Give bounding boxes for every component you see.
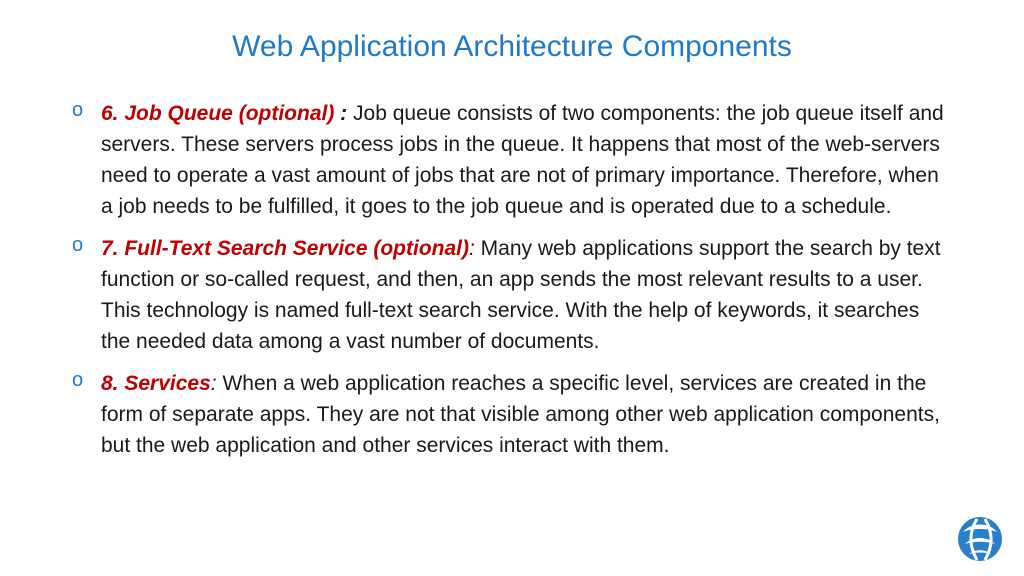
bullet-text	[101, 233, 952, 357]
bullet-separator: :	[210, 372, 223, 395]
globe-logo-icon	[955, 514, 1005, 564]
bullet-list	[72, 98, 952, 472]
bullet-separator: :	[468, 237, 481, 260]
bullet-text	[101, 98, 952, 222]
bullet-marker: o	[72, 99, 84, 121]
bullet-marker: o	[72, 369, 84, 391]
bullet-term: 6. Job Queue (optional)	[101, 102, 335, 125]
bullet-job-queue	[72, 98, 952, 222]
bullet-body: When a web application reaches a specific level, services are created in the form of separate apps. They are not that visible among other web application components, but the web application and other services interact with them.	[101, 372, 940, 457]
bullet-term: 7. Full-Text Search Service (optional)	[101, 237, 469, 260]
bullet-marker: o	[72, 234, 84, 256]
bullet-separator: :	[334, 102, 354, 125]
bullet-full-text-search	[72, 233, 952, 357]
bullet-body: Job queue consists of two components: the job queue itself and servers. These servers process jobs in the queue. It happens that most of the web-servers need to operate a vast amount of jobs that are not of primary importance. Therefore, when a job needs to be fulfilled, it goes to the job queue and is operated due to a schedule.	[101, 102, 944, 218]
bullet-term: 8. Services	[101, 372, 211, 395]
bullet-text	[101, 368, 952, 461]
slide-title: Web Application Architecture Components	[232, 30, 792, 63]
bullet-body: Many web applications support the search by text function or so-called request, and then, an app sends the most relevant results to a user. This technology is named full-text search service. With the help of keywords, it searches the needed data among a vast number of documents.	[101, 237, 941, 353]
bullet-services	[72, 368, 952, 461]
